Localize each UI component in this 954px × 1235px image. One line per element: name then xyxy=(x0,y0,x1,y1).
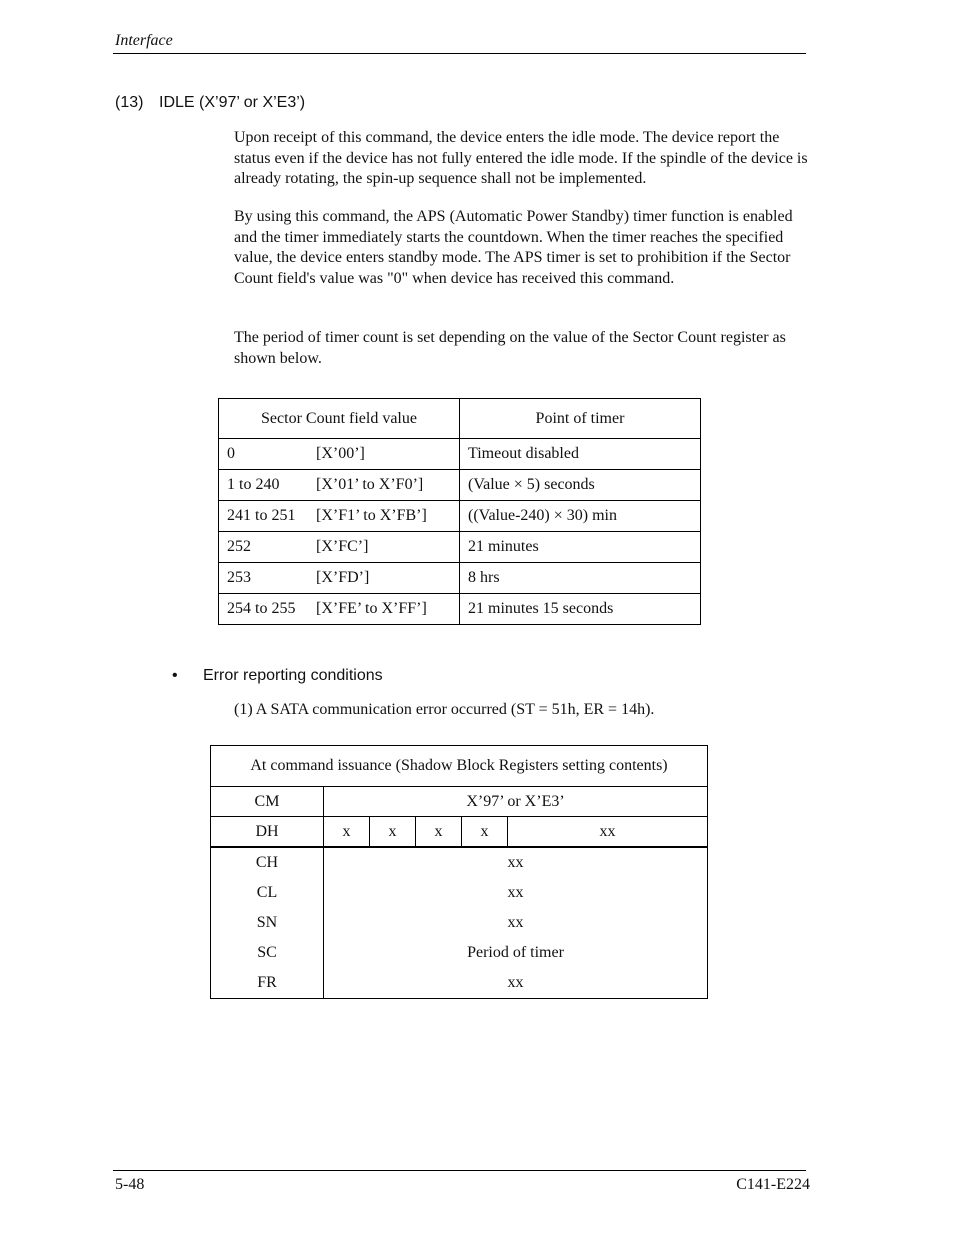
section-title: IDLE (X’97’ or X’E3’) xyxy=(159,94,306,111)
page-number: 5-48 xyxy=(115,1176,145,1193)
register-value: xx xyxy=(324,968,708,999)
timer-point-cell: 8 hrs xyxy=(460,563,701,594)
register-table-title: At command issuance (Shadow Block Registers setting contents) xyxy=(211,746,708,787)
register-row xyxy=(211,908,708,938)
register-label: FR xyxy=(211,968,324,999)
register-label: DH xyxy=(211,817,324,848)
register-label: SN xyxy=(211,908,324,938)
hex-value: [X’00’] xyxy=(316,445,365,462)
dh-bit: x xyxy=(370,817,416,848)
header-rule xyxy=(113,53,806,54)
timer-point-cell: (Value × 5) seconds xyxy=(460,470,701,501)
register-label: CM xyxy=(211,787,324,817)
timer-table-header-field: Sector Count field value xyxy=(219,399,460,439)
hex-value: [X’FC’] xyxy=(316,538,369,555)
paragraph-aps-timer: By using this command, the APS (Automatic Power Standby) timer function is enabled and the timer immediately starts the countdown. When the timer reaches the specified value, the device enters standby mode. The APS timer is set to prohibition if the Sector Count field's value was "0" when device has received this command. xyxy=(234,208,793,287)
register-value: xx xyxy=(324,878,708,908)
register-table xyxy=(210,745,708,999)
register-row xyxy=(211,938,708,968)
section-number: (13) xyxy=(115,94,144,111)
table-row xyxy=(219,532,701,563)
error-condition: (1) A SATA communication error occurred (ST = 51h, ER = 14h). xyxy=(234,701,655,718)
table-row xyxy=(219,439,701,470)
register-row xyxy=(211,847,708,878)
register-value: Period of timer xyxy=(324,938,708,968)
register-row-cm xyxy=(211,787,708,817)
timer-table-header xyxy=(219,399,701,439)
paragraph-timer-period: The period of timer count is set depending on the value of the Sector Count register as shown below. xyxy=(234,329,786,367)
dh-bit: x xyxy=(462,817,508,848)
sector-count-cell xyxy=(219,532,460,563)
bullet-marker: • xyxy=(172,667,178,684)
register-row-dh xyxy=(211,817,708,848)
decimal-value: 0 xyxy=(227,445,235,462)
timer-point-cell: Timeout disabled xyxy=(460,439,701,470)
timer-point-cell: ((Value-240) × 30) min xyxy=(460,501,701,532)
decimal-value: 254 to 255 xyxy=(227,600,296,617)
timer-table xyxy=(218,398,701,625)
table-row xyxy=(219,470,701,501)
decimal-value: 253 xyxy=(227,569,251,586)
sector-count-cell xyxy=(219,594,460,625)
register-label: CL xyxy=(211,878,324,908)
timer-point-cell: 21 minutes 15 seconds xyxy=(460,594,701,625)
register-label: CH xyxy=(211,847,324,878)
register-value: xx xyxy=(324,908,708,938)
table-row xyxy=(219,563,701,594)
register-row xyxy=(211,878,708,908)
document-id: C141-E224 xyxy=(736,1176,810,1193)
sector-count-cell xyxy=(219,501,460,532)
decimal-value: 252 xyxy=(227,538,251,555)
hex-value: [X’FD’] xyxy=(316,569,370,586)
table-row xyxy=(219,501,701,532)
sector-count-cell xyxy=(219,439,460,470)
hex-value: [X’01’ to X’F0’] xyxy=(316,476,424,493)
sector-count-cell xyxy=(219,563,460,594)
section-heading xyxy=(115,94,305,112)
dh-bit: x xyxy=(324,817,370,848)
hex-value: [X’F1’ to X’FB’] xyxy=(316,507,427,524)
register-value: xx xyxy=(324,847,708,878)
register-value: xx xyxy=(508,817,708,848)
footer-rule xyxy=(113,1170,806,1171)
dh-bit: x xyxy=(416,817,462,848)
timer-table-header-point: Point of timer xyxy=(460,399,701,439)
error-reporting-heading: Error reporting conditions xyxy=(203,667,383,684)
register-value: X’97’ or X’E3’ xyxy=(324,787,708,817)
table-row xyxy=(219,594,701,625)
register-row xyxy=(211,968,708,999)
register-label: SC xyxy=(211,938,324,968)
decimal-value: 1 to 240 xyxy=(227,476,280,493)
paragraph-idle-mode: Upon receipt of this command, the device enters the idle mode. The device report the status even if the device has not fully entered the idle mode. If the spindle of the device is already rotating, the spin-up sequence shall not be implemented. xyxy=(234,129,808,187)
decimal-value: 241 to 251 xyxy=(227,507,296,524)
register-table-title-row xyxy=(211,746,708,787)
running-header: Interface xyxy=(115,32,173,49)
timer-point-cell: 21 minutes xyxy=(460,532,701,563)
hex-value: [X’FE’ to X’FF’] xyxy=(316,600,427,617)
sector-count-cell xyxy=(219,470,460,501)
